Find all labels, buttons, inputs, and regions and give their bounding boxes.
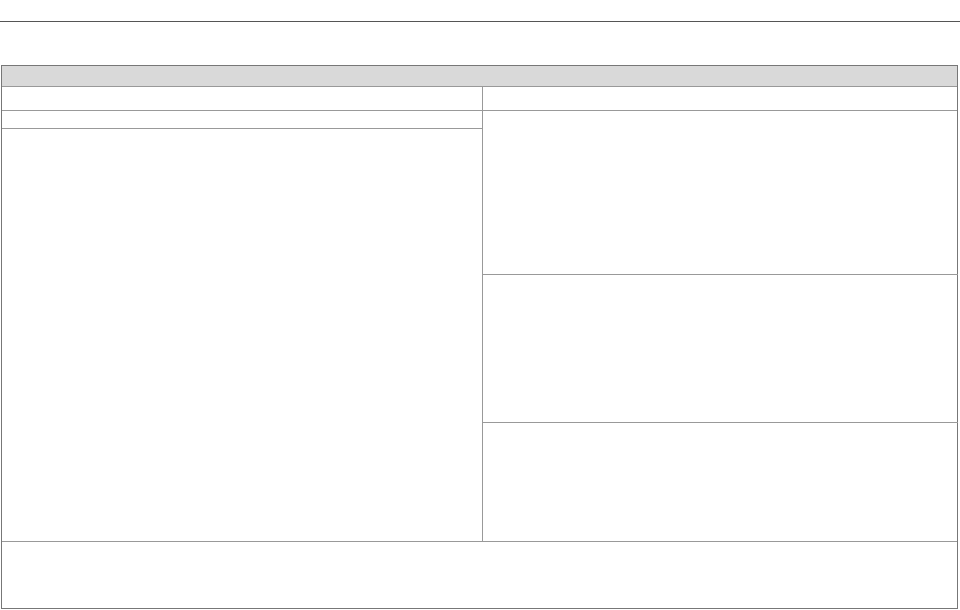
header-rule xyxy=(0,21,960,22)
hexagon-path-figure-1 xyxy=(470,128,650,268)
header-row-rule xyxy=(2,110,957,111)
header-right xyxy=(940,2,950,19)
table-title-bar xyxy=(2,66,957,87)
hexagon-path-figure-3 xyxy=(470,408,650,578)
item5-rule xyxy=(2,128,482,129)
hexagon-path-figure-2 xyxy=(470,262,650,422)
page-header xyxy=(0,0,960,22)
